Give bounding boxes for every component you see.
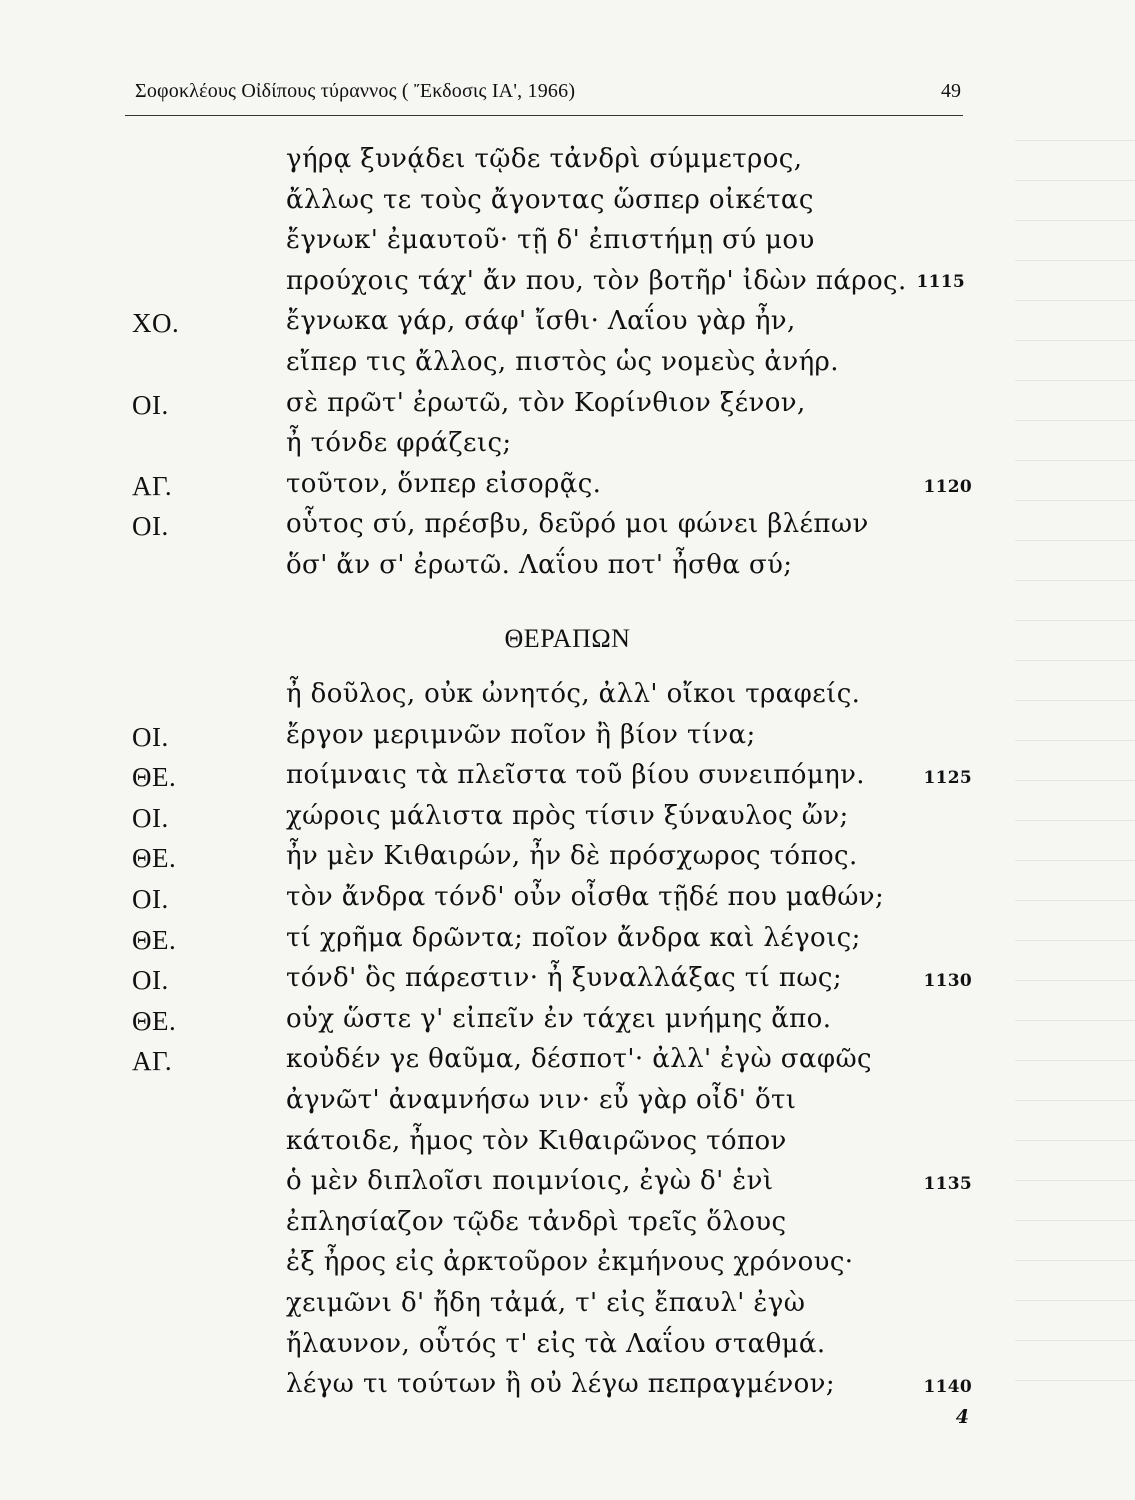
speaker-label: ΑΓ. bbox=[132, 1046, 173, 1077]
verse-text: προύχοις τάχ' ἄν που, τὸν βοτῆρ' ἰδὼν πάρος. bbox=[286, 265, 907, 296]
verse-line bbox=[0, 1044, 1135, 1084]
page-number: 49 bbox=[941, 80, 961, 102]
verse-text: κάτοιδε, ἦμος τὸν Κιθαιρῶνος τόπον bbox=[286, 1125, 787, 1156]
speaker-label: ΘΕ. bbox=[132, 843, 177, 874]
verse-line bbox=[0, 144, 1135, 184]
line-number: 1120 bbox=[923, 476, 972, 497]
verse-text: εἴπερ τις ἄλλος, πιστὸς ὡς νομεὺς ἀνήρ. bbox=[286, 347, 839, 377]
verse-line bbox=[0, 509, 1135, 549]
verse-text: κοὐδέν γε θαῦμα, δέσποτ'· ἀλλ' ἐγὼ σαφῶς bbox=[286, 1044, 873, 1075]
verse-line bbox=[0, 266, 1135, 306]
verse-line bbox=[0, 679, 1135, 719]
verse-text: ἔργον μεριμνῶν ποῖον ἢ βίον τίνα; bbox=[286, 719, 756, 750]
verse-line bbox=[0, 1085, 1135, 1125]
verse-text: ἔγνωκ' ἐμαυτοῦ· τῇ δ' ἐπιστήμῃ σύ μου bbox=[286, 225, 815, 256]
verse-text: χειμῶνι δ' ἤδη τἀμά, τ' εἰς ἔπαυλ' ἐγὼ bbox=[286, 1288, 806, 1318]
verse-line bbox=[0, 469, 1135, 509]
verse-line bbox=[0, 306, 1135, 346]
verse-text: ἄλλως τε τοὺς ἄγοντας ὥσπερ οἰκέτας bbox=[286, 184, 814, 215]
verse-line bbox=[0, 1166, 1135, 1206]
verse-text: λέγω τι τούτων ἢ οὐ λέγω πεπραγμένον; bbox=[286, 1369, 836, 1400]
verse-text: ἦ τόνδε φράζεις; bbox=[286, 428, 512, 459]
verse-line bbox=[0, 1369, 1135, 1409]
speaker-label: ΟΙ. bbox=[132, 721, 169, 752]
header-title: Σοφοκλέους Οἰδίπους τύραννος ( Ἔκδοσις ΙΑ', 1966) bbox=[135, 80, 576, 102]
verse-text: ἤλαυνον, οὗτός τ' εἰς τὰ Λαΐου σταθμά. bbox=[286, 1328, 826, 1359]
verse-text: ἦν μὲν Κιθαιρών, ἦν δὲ πρόσχωρος τόπος. bbox=[286, 841, 858, 872]
speaker-label: ΟΙ. bbox=[132, 511, 169, 542]
line-number: 1140 bbox=[923, 1377, 972, 1398]
verse-text: τόνδ' ὃς πάρεστιν· ἦ ξυναλλάξας τί πως; bbox=[286, 963, 843, 994]
verse-text: σὲ πρῶτ' ἐρωτῶ, τὸν Κορίνθιον ξένον, bbox=[286, 387, 806, 418]
verse-text: οὗτος σύ, πρέσβυ, δεῦρό μοι φώνει βλέπων bbox=[286, 509, 869, 540]
verse-line bbox=[0, 760, 1135, 800]
line-number: 1115 bbox=[916, 271, 965, 292]
verse-line bbox=[0, 882, 1135, 922]
verse-line bbox=[0, 1126, 1135, 1166]
speaker-label: ΧΟ. bbox=[132, 308, 180, 339]
line-number: 1130 bbox=[923, 971, 972, 992]
speaker-label: ΟΙ. bbox=[132, 802, 169, 833]
verse-text: γήρᾳ ξυνᾴδει τῷδε τἀνδρὶ σύμμετρος, bbox=[286, 144, 803, 174]
speaker-label: ΘΕ. bbox=[132, 762, 177, 793]
speaker-label: ΟΙ. bbox=[132, 884, 169, 914]
verse-line bbox=[0, 720, 1135, 760]
verse-line bbox=[0, 225, 1135, 265]
verse-text: χώροις μάλιστα πρὸς τίσιν ξύναυλος ὤν; bbox=[286, 800, 849, 831]
verse-line bbox=[0, 841, 1135, 881]
verse-line bbox=[0, 923, 1135, 963]
header-rule bbox=[125, 115, 963, 116]
character-heading: ΘΕΡΑΠΩΝ bbox=[504, 624, 631, 653]
speaker-label: ΟΙ. bbox=[132, 965, 169, 996]
verse-text: τὸν ἄνδρα τόνδ' οὖν οἶσθα τῇδέ που μαθών; bbox=[286, 882, 885, 912]
verse-line bbox=[0, 1247, 1135, 1287]
verse-line bbox=[0, 1004, 1135, 1044]
speaker-label: ΘΕ. bbox=[132, 1005, 177, 1036]
speaker-label: ΟΙ. bbox=[132, 389, 169, 420]
speaker-label: ΘΕ. bbox=[132, 924, 177, 955]
verse-text: ὁ μὲν διπλοῖσι ποιμνίοις, ἐγὼ δ' ἑνὶ bbox=[286, 1166, 774, 1197]
verse-text: ποίμναις τὰ πλεῖστα τοῦ βίου συνειπόμην. bbox=[286, 760, 865, 791]
verse-text: τί χρῆμα δρῶντα; ποῖον ἄνδρα καὶ λέγοις; bbox=[286, 922, 861, 953]
verse-text: οὐχ ὥστε γ' εἰπεῖν ἐν τάχει μνήμης ἄπο. bbox=[286, 1003, 832, 1034]
verse-line bbox=[0, 347, 1135, 387]
verse-text: ἐπλησίαζον τῷδε τἀνδρὶ τρεῖς ὅλους bbox=[286, 1206, 787, 1237]
verse-line bbox=[0, 1288, 1135, 1328]
verse-line bbox=[0, 550, 1135, 590]
verse-text: ἦ δοῦλος, οὐκ ὠνητός, ἀλλ' οἴκοι τραφείς. bbox=[286, 679, 861, 709]
verse-text: ἐξ ἦρος εἰς ἀρκτοῦρον ἐκμήνους χρόνους· bbox=[286, 1247, 854, 1278]
verse-text: ἀγνῶτ' ἀναμνήσω νιν· εὖ γὰρ οἶδ' ὅτι bbox=[286, 1085, 797, 1115]
verse-text: τοῦτον, ὅνπερ εἰσορᾷς. bbox=[286, 468, 602, 499]
verse-line bbox=[0, 185, 1135, 225]
line-number: 1125 bbox=[923, 768, 972, 789]
verse-line bbox=[0, 963, 1135, 1003]
verse-text: ὅσ' ἄν σ' ἐρωτῶ. Λαΐου ποτ' ἦσθα σύ; bbox=[286, 550, 793, 580]
line-number: 1135 bbox=[923, 1174, 972, 1195]
verse-line bbox=[0, 801, 1135, 841]
verse-text: ἔγνωκα γάρ, σάφ' ἴσθι· Λαΐου γὰρ ἦν, bbox=[286, 306, 796, 337]
running-header bbox=[135, 80, 963, 110]
verse-line bbox=[0, 1329, 1135, 1369]
speaker-label: ΑΓ. bbox=[132, 470, 173, 501]
verse-line bbox=[0, 1207, 1135, 1247]
signature-mark: 4 bbox=[955, 1406, 969, 1428]
verse-line bbox=[0, 388, 1135, 428]
verse-line bbox=[0, 428, 1135, 468]
